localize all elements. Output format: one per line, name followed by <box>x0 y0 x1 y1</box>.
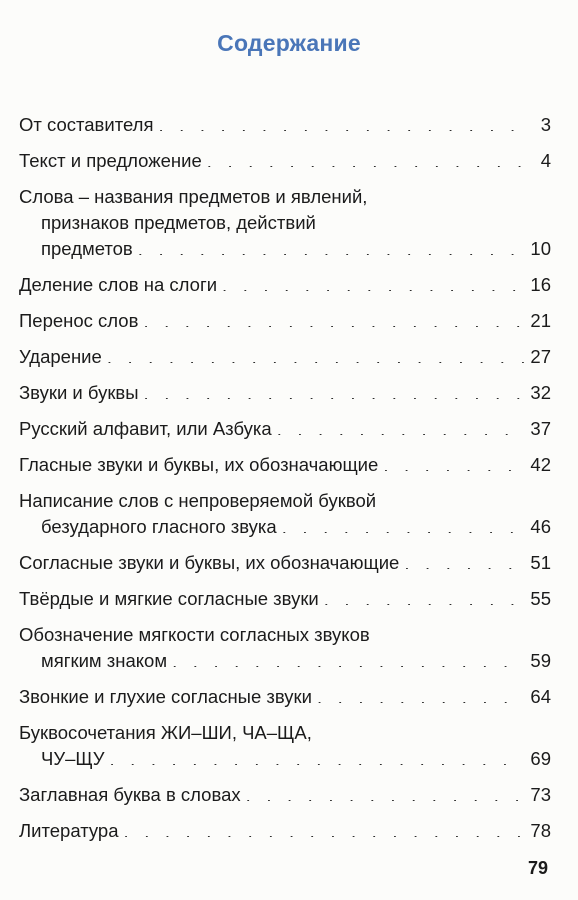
toc-entry-last-line <box>19 148 551 174</box>
toc-entry-last-line <box>19 818 551 844</box>
toc-entry-title: Текст и предложение <box>19 150 202 171</box>
dot-leader <box>282 515 524 533</box>
table-of-contents <box>19 112 551 844</box>
toc-entry-title: мягким знаком <box>41 650 168 671</box>
toc-entry-last-line <box>19 648 551 674</box>
toc-entry <box>19 416 551 442</box>
toc-entry-page: 64 <box>530 686 551 707</box>
toc-entry-page: 32 <box>530 382 551 403</box>
toc-entry-title: Буквосочетания ЖИ–ШИ, ЧА–ЩА, <box>19 722 312 743</box>
toc-entry-last-line <box>19 586 551 612</box>
toc-entry <box>19 380 551 406</box>
toc-entry-last-line <box>19 452 551 478</box>
dot-leader <box>317 685 524 703</box>
toc-entry-line <box>19 210 551 236</box>
toc-entry-line <box>19 488 551 514</box>
toc-entry <box>19 550 551 576</box>
toc-entry-page: 46 <box>530 516 551 537</box>
toc-entry <box>19 272 551 298</box>
toc-entry-page: 37 <box>530 418 551 439</box>
dot-leader <box>107 345 524 363</box>
toc-entry-page: 21 <box>530 310 551 331</box>
dot-leader <box>324 587 524 605</box>
toc-entry-page: 73 <box>530 784 551 805</box>
toc-entry-page: 69 <box>530 748 551 769</box>
toc-entry-last-line <box>19 416 551 442</box>
toc-entry-page: 59 <box>530 650 551 671</box>
toc-entry <box>19 586 551 612</box>
toc-entry-page: 51 <box>530 552 551 573</box>
toc-entry-title: Написание слов с непроверяемой буквой <box>19 490 377 511</box>
toc-entry-page: 4 <box>540 150 551 171</box>
toc-entry-page: 27 <box>530 346 551 367</box>
toc-entry <box>19 308 551 334</box>
toc-entry-title: Литература <box>19 820 119 841</box>
toc-entry-last-line <box>19 344 551 370</box>
toc-entry <box>19 344 551 370</box>
toc-entry-title: признаков предметов, действий <box>41 212 316 233</box>
toc-entry-title: Заглавная буква в словах <box>19 784 241 805</box>
toc-entry <box>19 622 551 674</box>
toc-entry-page: 78 <box>530 820 551 841</box>
toc-entry-title: безударного гласного звука <box>41 516 277 537</box>
toc-entry-last-line <box>19 380 551 406</box>
dot-leader <box>138 237 524 255</box>
toc-entry-line <box>19 184 551 210</box>
dot-leader <box>143 309 524 327</box>
toc-entry-page: 16 <box>530 274 551 295</box>
dot-leader <box>172 649 524 667</box>
toc-entry-title: Гласные звуки и буквы, их обозначающие <box>19 454 379 475</box>
page-title: Содержание <box>217 30 361 56</box>
toc-entry <box>19 452 551 478</box>
toc-entry-title: Звуки и буквы <box>19 382 139 403</box>
toc-entry-title: ЧУ–ЩУ <box>41 748 105 769</box>
toc-entry <box>19 782 551 808</box>
toc-entry <box>19 184 551 262</box>
toc-entry-page: 10 <box>530 238 551 259</box>
toc-entry-last-line <box>19 550 551 576</box>
toc-entry <box>19 684 551 710</box>
dot-leader <box>246 783 524 801</box>
toc-entry <box>19 720 551 772</box>
toc-entry <box>19 148 551 174</box>
dot-leader <box>404 551 524 569</box>
toc-entry-last-line <box>19 782 551 808</box>
dot-leader <box>383 453 524 471</box>
toc-entry-title: Звонкие и глухие согласные звуки <box>19 686 312 707</box>
toc-entry-title: Перенос слов <box>19 310 139 331</box>
toc-entry-line <box>19 720 551 746</box>
toc-entry-last-line <box>19 236 551 262</box>
dot-leader <box>277 417 524 435</box>
toc-entry-title: предметов <box>41 238 133 259</box>
toc-entry-title: Обозначение мягкости согласных звуков <box>19 624 370 645</box>
toc-entry-title: Твёрдые и мягкие согласные звуки <box>19 588 319 609</box>
toc-entry-title: Слова – названия предметов и явлений, <box>19 186 368 207</box>
dot-leader <box>109 747 524 765</box>
dot-leader <box>207 149 524 167</box>
dot-leader <box>144 381 524 399</box>
toc-entry-title: Русский алфавит, или Азбука <box>19 418 272 439</box>
toc-entry-page: 42 <box>530 454 551 475</box>
toc-entry-title: Согласные звуки и буквы, их обозначающие <box>19 552 400 573</box>
toc-entry-last-line <box>19 308 551 334</box>
toc-entry-title: Деление слов на слоги <box>19 274 218 295</box>
toc-entry <box>19 488 551 540</box>
dot-leader <box>158 113 524 131</box>
toc-entry-title: Ударение <box>19 346 102 367</box>
toc-entry-last-line <box>19 514 551 540</box>
toc-entry-line <box>19 622 551 648</box>
toc-entry-last-line <box>19 746 551 772</box>
toc-entry-last-line <box>19 272 551 298</box>
toc-entry-page: 55 <box>530 588 551 609</box>
dot-leader <box>124 819 524 837</box>
toc-entry <box>19 818 551 844</box>
toc-entry-page: 3 <box>540 114 551 135</box>
toc-entry-last-line <box>19 112 551 138</box>
toc-entry-title: От составителя <box>19 114 154 135</box>
toc-entry-last-line <box>19 684 551 710</box>
page-number: 79 <box>527 858 548 878</box>
dot-leader <box>222 273 524 291</box>
toc-entry <box>19 112 551 138</box>
